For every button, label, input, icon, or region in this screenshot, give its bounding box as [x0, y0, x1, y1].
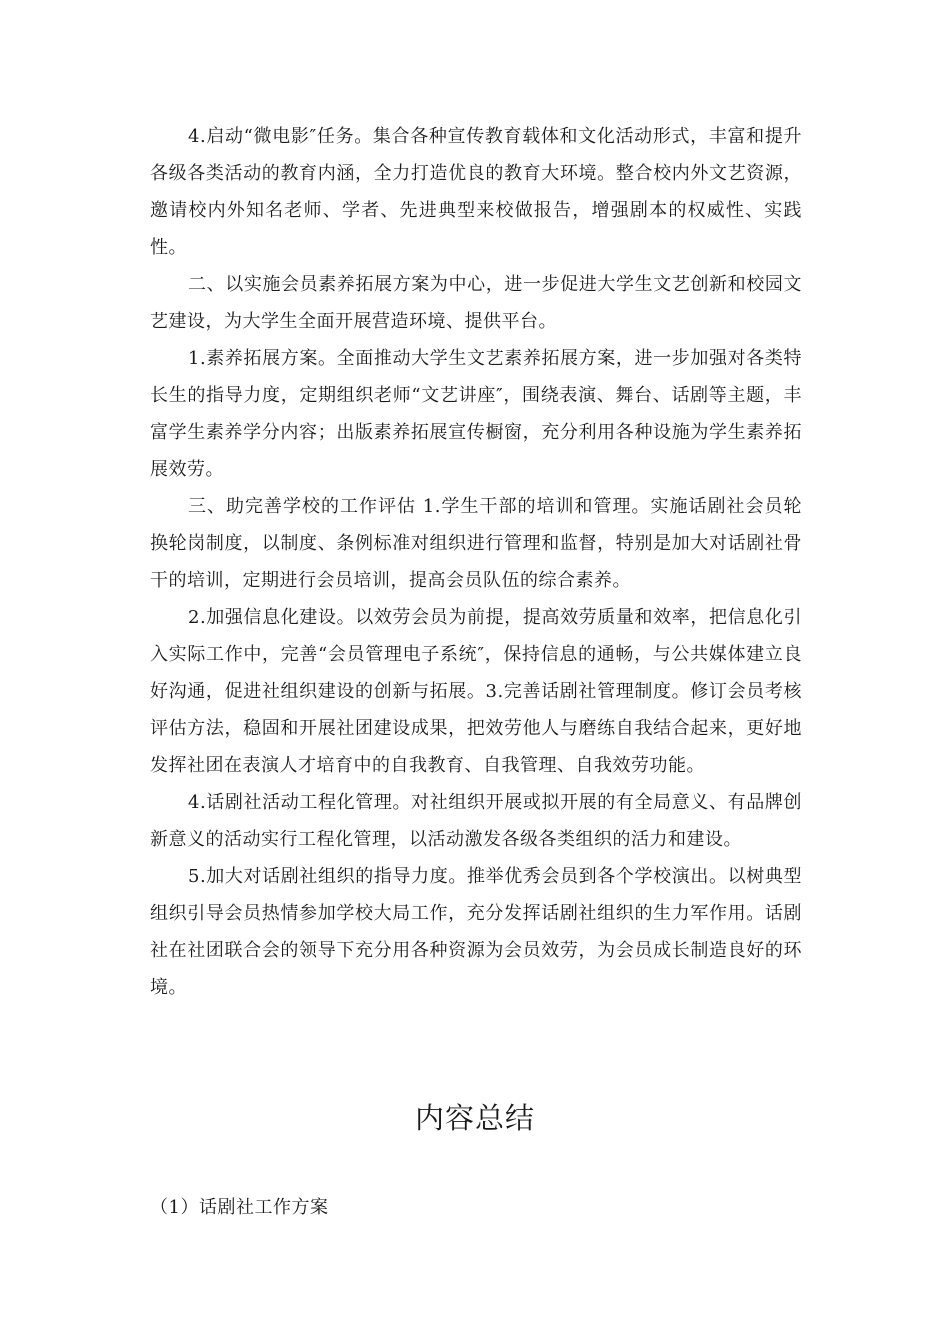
paragraph-informatization: 2.加强信息化建设。以效劳会员为前提，提高效劳质量和效率，把信息化引入实际工作中，完善“会员管理电子系统″，保持信息的通畅，与公共媒体建立良好沟通，促进社组织建设的创新与拓展。3.完善话剧社管理制度。修订会员考核评估方法，稳固和开展社团建设成果，把效劳他人与磨练自我结合起来，更好地发挥社团在表演人才培育中的自我教育、自我管理、自我效劳功能。	[150, 607, 802, 776]
paragraph-project-management: 4.话剧社活动工程化管理。对社组织开展或拟开展的有全局意义、有品牌创新意义的活动实行工程化管理，以活动激发各级各类组织的活力和建设。	[150, 792, 802, 850]
paragraph-section-three: 三、助完善学校的工作评估 1.学生干部的培训和管理。实施话剧社会员轮换轮岗制度，以制度、条例标准对组织进行管理和监督，特别是加大对话剧社骨干的培训，定期进行会员培训，提高会员队伍的综合素养。	[150, 496, 802, 591]
summary-list-item: （1）话剧社工作方案	[150, 1197, 329, 1218]
paragraph-guidance: 5.加大对话剧社组织的指导力度。推举优秀会员到各个学校演出。以树典型组织引导会员热情参加学校大局工作，充分发挥话剧社组织的生力军作用。话剧社在社团联合会的领导下充分用各种资源为会员效劳，为会员成长制造良好的环境。	[150, 866, 802, 998]
paragraph-task-micro-film: 4.启动“微电影″任务。集合各种宣传教育载体和文化活动形式，丰富和提升各级各类活动的教育内涵，全力打造优良的教育大环境。整合校内外文艺资源，邀请校内外知名老师、学者、先进典型来校做报告，增强剧本的权威性、实践性。	[150, 126, 802, 258]
paragraph-literacy-plan: 1.素养拓展方案。全面推动大学生文艺素养拓展方案，进一步加强对各类特长生的指导力度，定期组织老师“文艺讲座″，围绕表演、舞台、话剧等主题，丰富学生素养学分内容；出版素养拓展宣传橱窗，充分利用各种设施为学生素养拓展效劳。	[150, 348, 802, 480]
document-body	[150, 118, 802, 1006]
summary-heading: 内容总结	[414, 1101, 535, 1135]
paragraph-section-two: 二、以实施会员素养拓展方案为中心，进一步促进大学生文艺创新和校园文艺建设，为大学生全面开展营造环境、提供平台。	[150, 274, 802, 332]
